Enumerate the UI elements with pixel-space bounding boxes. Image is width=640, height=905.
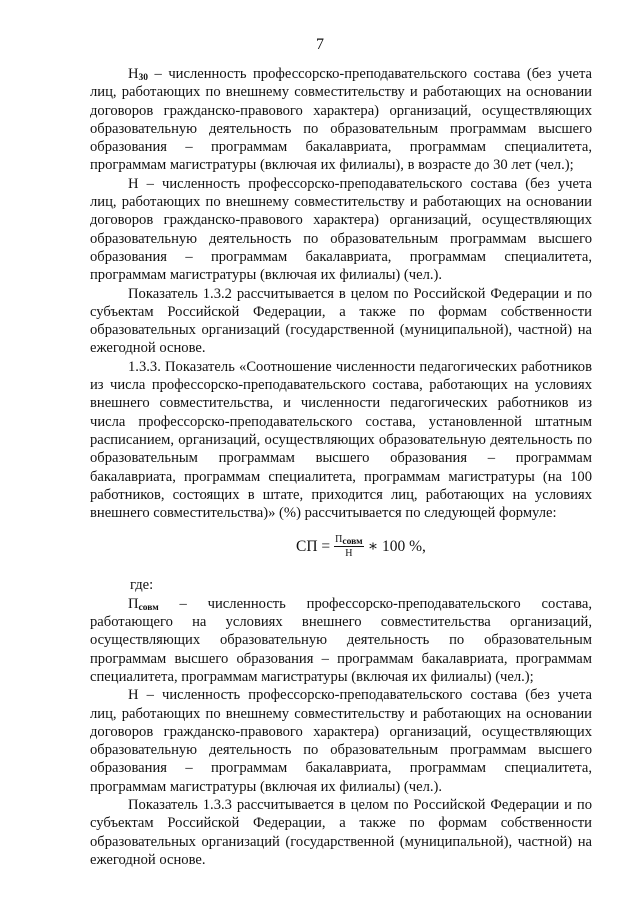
definition-text: – численность профессорско-преподавательского состава, работающего на условиях внешнего совместительства организаций, осуществляющих образовательную деятельность по образовательным программам высшего образования – программам бакалавриата, программам специалитета, программам магистратуры (включая их филиалы) (чел.); xyxy=(90,595,592,685)
symbol-n: Н xyxy=(128,66,139,82)
definition-n-second: Н – численность профессорско-преподавательского состава (без учета лиц, работающих по внешнему совместительству и работающих на основании договоров гражданско-правового характера) организаций, осуществляющих образовательную деятельность по образовательным программам высшего образования – программам бакалавриата, программам специалитета, программам магистратуры (включая их филиалы) (чел.). xyxy=(90,687,592,795)
formula-fraction xyxy=(334,534,363,559)
formula-rhs: ∗ 100 %, xyxy=(367,537,426,555)
formula-numerator: $П_{совм}$ xyxy=(335,534,363,548)
paragraph-indicator-1-3-2: Показатель 1.3.2 рассчитывается в целом по Российской Федерации и по субъектам Российской Федерации, а также по формам собственности образовательных организаций (государственной (муниципальной), частной) на ежегодной основе. xyxy=(90,285,592,357)
page-number: 7 xyxy=(316,36,324,53)
where-label: где: xyxy=(130,577,154,594)
symbol-p: П xyxy=(128,595,139,612)
definition-psovm xyxy=(90,595,592,686)
formula xyxy=(90,522,592,576)
section-1-3-3: 1.3.3. Показатель «Соотношение численности педагогических работников из числа профессорско-преподавательского состава, работающих на условиях внешнего совместительства, и численности педагогических работников из числа профессорско-преподавательского состава, установленной штатным расписанием, организаций, осуществляющих образовательную деятельность по образовательным программам высшего образования – программам бакалавриата, программам специалитета, программам магистратуры (на 100 работников, состоящих в штате, приходится лиц, работающих на условиях внешнего совместительства)» (%) рассчитывается по следующей формуле: xyxy=(90,358,592,522)
formula-lhs: СП = xyxy=(296,537,331,555)
paragraph-indicator-1-3-3: Показатель 1.3.3 рассчитывается в целом по Российской Федерации и по субъектам Российской Федерации, а также по формам собственности образовательных организаций (государственной (муниципальной), частной) на ежегодной основе. xyxy=(90,796,592,868)
definition-n: Н – численность профессорско-преподавательского состава (без учета лиц, работающих по внешнему совместительству и работающих на основании договоров гражданско-правового характера) организаций, осуществляющих образовательную деятельность по образовательным программам высшего образования – программам бакалавриата, программам специалитета, программам магистратуры (включая их филиалы) (чел.). xyxy=(90,175,592,284)
definition-text: – численность профессорско-преподавательского состава (без учета лиц, работающих по внешнему совместительству и работающих на основании договоров гражданско-правового характера) организаций, осуществляющих образовательную деятельность по образовательным программам высшего образования – программам бакалавриата, программам специалитета, программам магистратуры (включая их филиалы), в возрасте до 30 лет (чел.); xyxy=(90,66,592,174)
document-body xyxy=(90,65,592,869)
formula-denominator: Н xyxy=(345,548,353,560)
symbol-subscript: совм xyxy=(138,602,159,613)
definition-n30 xyxy=(90,65,592,175)
symbol-subscript: 30 xyxy=(138,73,149,83)
